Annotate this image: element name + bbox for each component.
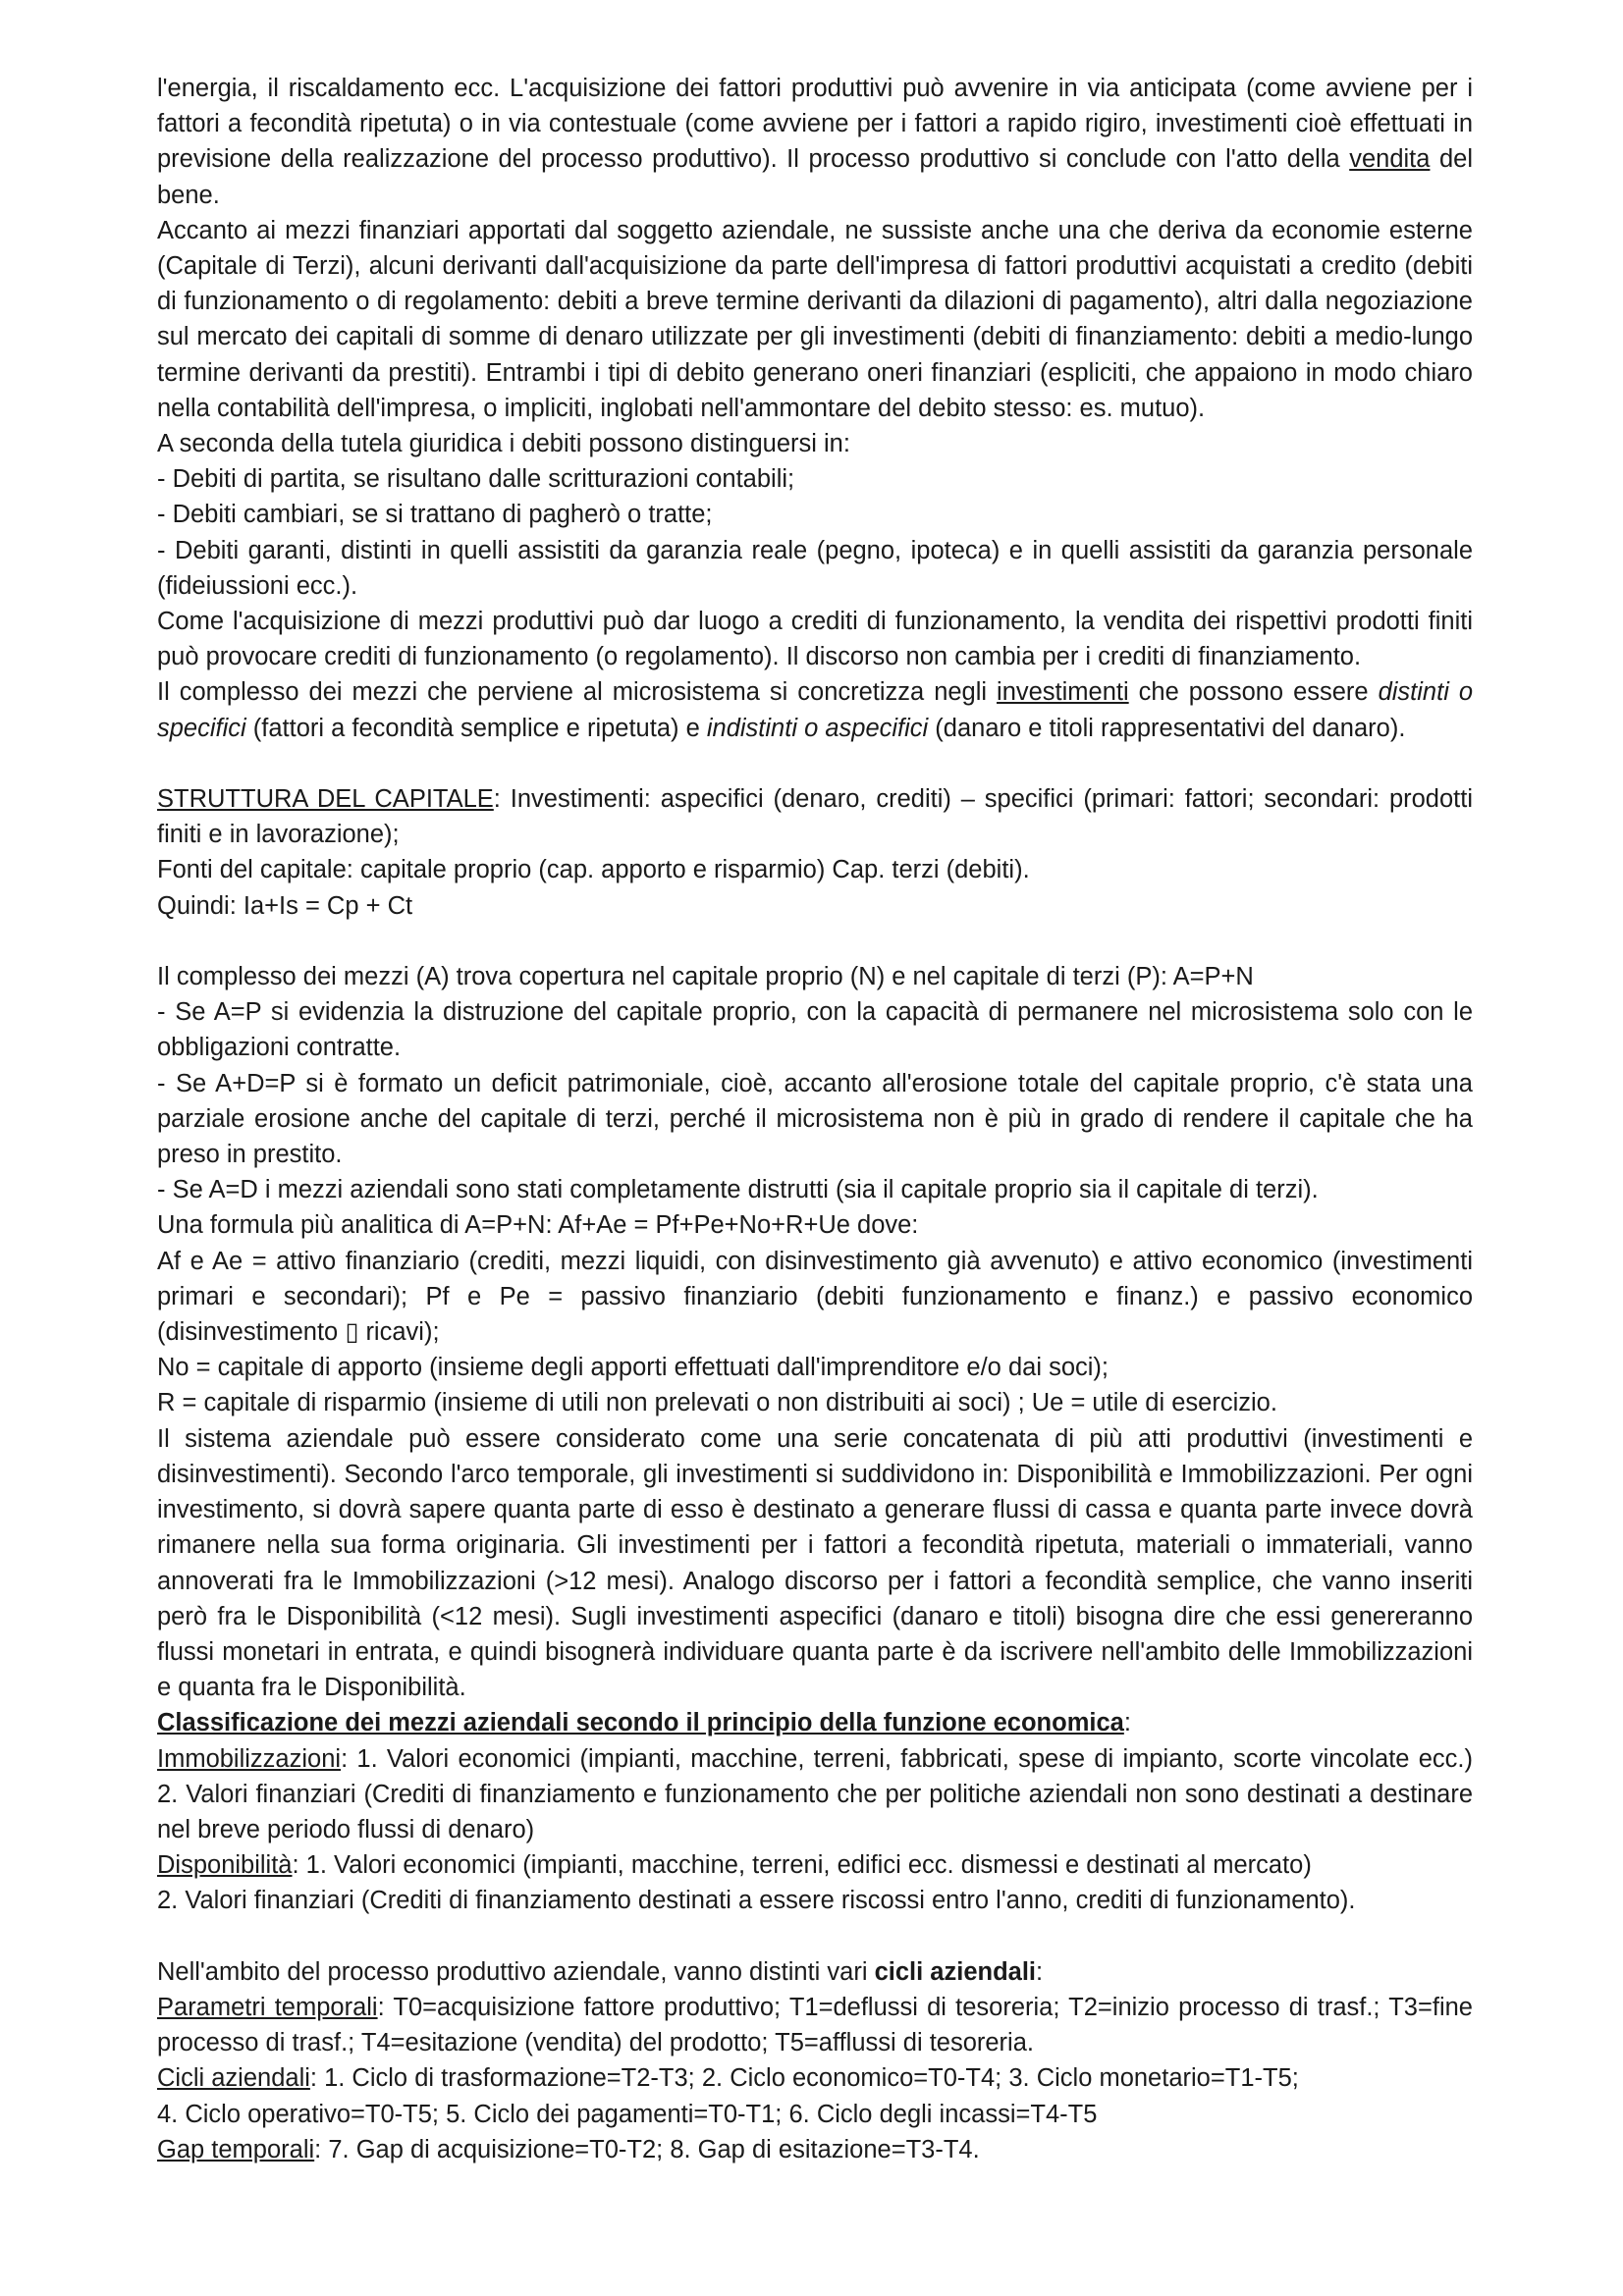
text-run: che possono essere — [1128, 678, 1379, 707]
text-run: : 1. Valori economici (impianti, macchine, terreni, edifici ecc. dismessi e destinati al mercato) — [292, 1851, 1312, 1880]
text-run: (danaro e titoli rappresentativi del danaro). — [928, 714, 1406, 742]
paragraph-business-cycles-intro — [157, 1954, 1473, 1990]
paragraph-formula-definitions: Af e Ae = attivo finanziario (crediti, mezzi liquidi, con disinvestimento già avvenuto) e attivo economico (investimenti primari e secondari); Pf e Pe = passivo finanziario (debiti funzionamento e finanz.) e passivo economico (disinvestimento ▯ ricavi); — [157, 1247, 1473, 1347]
paragraph-capital-sources: Fonti del capitale: capitale proprio (cap. apporto e risparmio) Cap. terzi (debiti). — [157, 856, 1030, 884]
text-run: : T0=acquisizione fattore produttivo; T1=deflussi di tesoreria; T2=inizio processo di trasf.; T3=fine processo di trasf.; T4=esitazione (vendita) del prodotto; T5=afflussi di tesoreria. — [157, 1993, 1473, 2057]
text-run: : — [1036, 1957, 1044, 1986]
paragraph-disponibilita — [157, 1847, 1473, 1883]
bold-term-cicli-aziendali: cicli aziendali — [874, 1957, 1037, 1986]
paragraph-analytic-formula: Una formula più analitica di A=P+N: Af+Ae = Pf+Pe+No+R+Ue dove: — [157, 1211, 919, 1240]
underlined-term-investimenti: investimenti — [997, 678, 1129, 707]
blank-line — [157, 746, 1473, 781]
list-item-debiti-di-partita: - Debiti di partita, se risultano dalle scritturazioni contabili; — [157, 465, 795, 494]
text-run: Il complesso dei mezzi che perviene al microsistema si concretizza negli — [157, 678, 998, 707]
paragraph-immobilizzazioni — [157, 1741, 1473, 1848]
paragraph-r-definition: R = capitale di risparmio (insieme di utili non prelevati o non distribuiti ai soci) ; Ue = utile di esercizio. — [157, 1389, 1277, 1417]
section-heading-struttura-capitale: STRUTTURA DEL CAPITALE — [157, 785, 494, 814]
italic-term: distinti o specifici — [157, 678, 1473, 742]
italic-term: indistinti o aspecifici — [706, 714, 929, 742]
underlined-term-immobilizzazioni: Immobilizzazioni — [157, 1744, 342, 1773]
paragraph-business-cycles — [157, 2060, 1473, 2096]
list-item-case-deficit: - Se A+D=P si è formato un deficit patrimoniale, cioè, accanto all'erosione totale del capitale proprio, c'è stata una parziale erosione anche del capitale di terzi, perché il microsistema non è più in grado di rendere il capitale che ha preso in prestito. — [157, 1069, 1473, 1169]
paragraph-production-process — [157, 71, 1473, 213]
paragraph-financial-values: 2. Valori finanziari (Crediti di finanziamento destinati a essere riscossi entro l'anno, crediti di funzionamento). — [157, 1887, 1356, 1915]
blank-line — [157, 924, 1473, 959]
text-run: : — [1123, 1709, 1131, 1737]
list-item-case-a-equals-p: - Se A=P si evidenzia la distruzione del capitale proprio, con la capacità di permanere nel microsistema solo con le obbligazioni contratte. — [157, 998, 1473, 1062]
paragraph-operating-credits: Come l'acquisizione di mezzi produttivi può dar luogo a crediti di funzionamento, la vendita dei rispettivi prodotti finiti può provocare crediti di funzionamento (o regolamento). Il discorso non cambia per i crediti di finanziamento. — [157, 608, 1473, 671]
underlined-term-gap-temporali: Gap temporali — [157, 2135, 315, 2163]
text-run: (fattori a fecondità semplice e ripetuta) e — [245, 714, 707, 742]
paragraph-third-party-capital: Accanto ai mezzi finanziari apportati dal soggetto aziendale, ne sussiste anche una che deriva da economie esterne (Capitale di Terzi), alcuni derivanti dall'acquisizione da parte dell'impresa di fattori produttivi acquistati a credito (debiti di funzionamento o di regolamento: debiti a breve termine derivanti da dilazioni di pagamento), altri dalla negoziazione sul mercato dei capitali di somme di denaro utilizzate per gli investimenti (debiti di finanziamento: debiti a medio-lungo termine derivanti da prestiti). Entrambi i tipi di debito generano oneri finanziari (espliciti, che appaiono in modo chiaro nella contabilità dell'impresa, o impliciti, inglobati nell'ammontare del debito stesso: es. mutuo). — [157, 216, 1473, 422]
list-item-case-destroyed: - Se A=D i mezzi aziendali sono stati completamente distrutti (sia il capitale proprio sia il capitale di terzi). — [157, 1176, 1319, 1204]
text-run: : 1. Valori economici (impianti, macchine, terreni, fabbricati, spese di impianto, scorte vincolate ecc.) 2. Valori finanziari (Crediti di finanziamento e funzionamento che per politiche aziendali non sono destinati a destinare nel breve periodo flussi di denaro) — [157, 1744, 1473, 1843]
text-run: del bene. — [157, 145, 1473, 209]
blank-line — [157, 1919, 1473, 1954]
paragraph-investments — [157, 674, 1473, 745]
list-item-debiti-cambiari: - Debiti cambiari, se si trattano di pagherò o tratte; — [157, 501, 713, 529]
paragraph-time-gaps — [157, 2132, 1473, 2167]
document-page — [157, 71, 1473, 2167]
paragraph-no-definition: No = capitale di apporto (insieme degli apporti effettuati dall'imprenditore e/o dai soci); — [157, 1354, 1109, 1382]
text-run: : 1. Ciclo di trasformazione=T2-T3; 2. Ciclo economico=T0-T4; 3. Ciclo monetario=T1-T5; — [309, 2064, 1299, 2093]
underlined-term-vendita: vendita — [1349, 145, 1431, 174]
list-item-debiti-garanti: - Debiti garanti, distinti in quelli assistiti da garanzia reale (pegno, ipoteca) e in quelli assistiti da garanzia personale (fideiussioni ecc.). — [157, 536, 1473, 600]
section-heading-classification — [157, 1705, 1473, 1740]
formula-line: Quindi: Ia+Is = Cp + Ct — [157, 891, 413, 920]
underlined-term-cicli-aziendali: Cicli aziendali — [157, 2064, 310, 2093]
paragraph-company-system: Il sistema aziendale può essere considerato come una serie concatenata di più atti produttivi (investimenti e disinvestimenti). Secondo l'arco temporale, gli investimenti si suddividono in: Disponibilità e Immobilizzazioni. Per ogni investimento, si dovrà sapere quanta parte di esso è destinato a generare flussi di cassa e quanta parte invece dovrà rimanere nella sua forma originaria. Gli investimenti per i fattori a fecondità ripetuta, materiali o immateriali, vanno annoverati fra le Immobilizzazioni (>12 mesi). Analogo discorso per i fattori a fecondità semplice, che vanno inseriti però fra le Disponibilità (<12 mesi). Sugli investimenti aspecifici (danaro e titoli) bisogna dire che essi genereranno flussi monetari in entrata, e quindi bisognerà individuare quanta parte è da iscrivere nell'ambito delle Immobilizzazioni e quanta fra le Disponibilità. — [157, 1424, 1473, 1702]
text-run: : 7. Gap di acquisizione=T0-T2; 8. Gap di esitazione=T3-T4. — [314, 2135, 980, 2163]
paragraph-debt-classification-intro: A seconda della tutela giuridica i debiti possono distinguersi in: — [157, 430, 850, 458]
text-run: : Investimenti: aspecifici (denaro, crediti) – specifici (primari: fattori; secondari: prodotti finiti e in lavorazione); — [157, 785, 1473, 849]
paragraph-capital-equation: Il complesso dei mezzi (A) trova copertura nel capitale proprio (N) e nel capitale di terzi (P): A=P+N — [157, 963, 1254, 991]
paragraph-capital-structure — [157, 781, 1473, 852]
underlined-term-disponibilita: Disponibilità — [157, 1851, 293, 1880]
bold-underlined-heading: Classificazione dei mezzi aziendali secondo il principio della funzione economica — [157, 1709, 1124, 1737]
text-run: Nell'ambito del processo produttivo aziendale, vanno distinti vari — [157, 1957, 875, 1986]
paragraph-time-parameters — [157, 1990, 1473, 2060]
paragraph-business-cycles-cont: 4. Ciclo operativo=T0-T5; 5. Ciclo dei pagamenti=T0-T1; 6. Ciclo degli incassi=T4-T5 — [157, 2100, 1098, 2128]
underlined-term-parametri-temporali: Parametri temporali — [157, 1993, 378, 2021]
text-run: l'energia, il riscaldamento ecc. L'acquisizione dei fattori produttivi può avvenire in via anticipata (come avviene per i fattori a fecondità ripetuta) o in via contestuale (come avviene per i fattori a rapido rigiro, investimenti cioè effettuati in previsione della realizzazione del processo produttivo). Il processo produttivo si conclude con l'atto della — [157, 75, 1473, 174]
